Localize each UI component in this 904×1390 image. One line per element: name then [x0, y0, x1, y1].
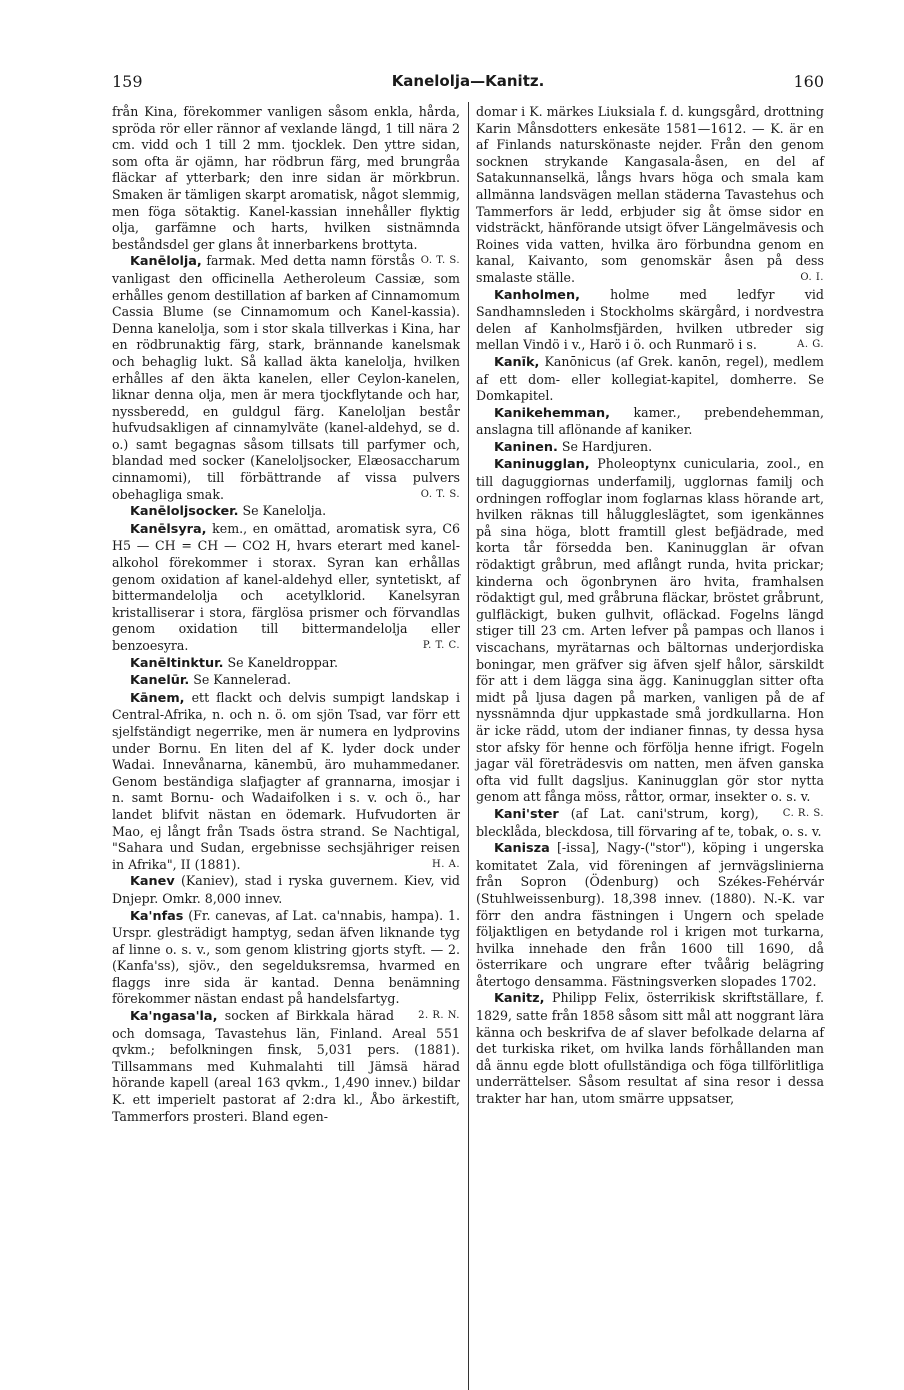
entry-text: socken af Birkkala härad och domsaga, Tavastehus län, Finland. Areal 551 qvkm.; befolkningen finsk, 5,031 pers. (1881). Tillsammans med Kuhmalahti till Jämsä härad hörande kapell (areal 163 qvkm., 1,490 innev.) bildar K. ett imperielt pastorat af 2:dra kl., Åbo ärkestift, Tammerfors prosteri. Bland egen-: [112, 1008, 460, 1124]
entry-headword: Ka'nfas: [130, 908, 184, 924]
entry-headword: Kanikehemman,: [494, 405, 610, 421]
entry-headword: Kanitz,: [494, 991, 545, 1007]
author-signature: 2. R. N.: [418, 1010, 460, 1022]
page-header: [112, 72, 824, 94]
entry-headword: Kanisza: [494, 841, 550, 857]
dictionary-entry: [112, 503, 460, 521]
dictionary-entry: [112, 690, 460, 874]
author-signature: A. G.: [797, 339, 824, 351]
dictionary-entry: [476, 840, 824, 990]
entry-headword: Kanēltinktur.: [130, 655, 224, 671]
entry-text: kamer., prebendehemman, anslagna till aflönande af kaniker.: [476, 404, 824, 438]
right-column: [476, 104, 824, 1108]
entry-text: Philipp Felix, österrikisk skriftställare, f. 1829, satte från 1858 såsom sitt mål att noggrant lära känna och beskrifva de af slaver befolkade delarna af det turkiska riket, om hvilka lands förhållanden man då ännu egde blott ofullständiga och föga tillförlitliga underrättelser. Såsom resultat af sina resor i dessa trakter har han, utom smärre uppsatser,: [476, 990, 824, 1107]
entry-headword: Kanev: [130, 874, 175, 890]
entry-headword: Kanēlsyra,: [130, 521, 207, 537]
dictionary-entry: [112, 521, 460, 655]
entry-text: från Kina, förekommer vanligen såsom enkla, hårda, spröda rör eller rännor af vexlande längd, 1 till nära 2 cm. vidd och 1 till 2 mm. tjocklek. Den yttre sidan, som ofta är ojämn, har rödbrun färg, med brungråa fläckar af ytterbark; den inre sidan är mörkbrun. Smaken är tämligen skarpt aromatisk, något slemmig, men föga sötaktig. Kanel-kassian innehåller flyktig olja, garfämne och harts, hvilken sistnämnda beståndsdel ger glans åt innerbarkens brottyta.: [112, 104, 460, 252]
dictionary-entry: [476, 287, 824, 354]
dictionary-entry: [476, 354, 824, 405]
entry-headword: Ka'ngasa'la,: [130, 1009, 218, 1025]
dictionary-entry: [476, 990, 824, 1107]
author-signature: O. T. S.: [420, 488, 460, 500]
dictionary-entry: [112, 873, 460, 907]
entry-text: Se Hardjuren.: [561, 438, 653, 454]
entry-headword: Kaninen.: [494, 439, 558, 455]
entry-text: (Kaniev), stad i ryska guvernem. Kiev, vid Dnjepr. Omkr. 8,000 innev.: [112, 873, 460, 906]
author-signature: O. T. S.: [420, 255, 460, 267]
entry-text: Se Kaneldroppar.: [227, 654, 338, 670]
entry-headword: Kanīk,: [494, 354, 540, 370]
dictionary-entry: [476, 104, 824, 287]
entry-text: Se Kanelolja.: [242, 503, 327, 519]
entry-text: ett flackt och delvis sumpigt landskap i Central-Afrika, n. och n. ö. om sjön Tsad, var förr ett sjelfständigt negerrike, men är numera en lydprovins under Bornu. En liten del af K. lyder dock under Wadai. Innevånarna, kānembū, äro muhammedaner. Genom beständiga slafjagter af grannarna, imosjar i n. samt Bornu- och Wadaifolken i s. v. och ö., har landet blifvit nästan en ödemark. Hufvudorten är Mao, ej långt från Tsads östra strand. Se Nachtigal, "Sahara und Sudan, ergebnisse sechsjähriger reisen in Afrika", II (1881).: [112, 689, 460, 872]
entry-headword: Kānem,: [130, 690, 185, 706]
page-number-left: 159: [112, 72, 143, 91]
entry-text: (af Lat. cani'strum, korg), blecklåda, bleckdosa, till förvaring af te, tobak, o. s. v.: [476, 805, 822, 839]
dictionary-entry: [112, 253, 460, 503]
entry-text: Kanōnicus (af Grek. kanōn, regel), medlem af ett dom- eller kollegiat-kapitel, domherre. Se Domkapitel.: [476, 353, 824, 404]
entry-headword: Kani'ster: [494, 806, 559, 822]
entry-text: Pholeoptynx cunicularia, zool., en till daguggiornas underfamilj, ugglornas familj och ordningen roffoglar inom foglarnas klass hörande art, hvilken räknas till håluggleslägtet, som igenkännes på sina höga, blott framtill glest befjädrade, med korta tår försedda ben. Kaninugglan är ofvan rödaktigt gråbrun, med aflångt runda, hvita prickar; kinderna och ögonbrynen äro hvita, framhalsen rödaktigt gul, med gråbruna fläckar, bröstet gråbrunt, gulfläckigt, buken gulhvit, ofläckad. Fogelns längd stiger till 23 cm. Arten lefver på pampas och llanos i viscachans, myrätarnas och bältornas underjordiska boningar, men gräfver sig äfven sjelf hålor, särskildt för att i dem lägga sina ägg. Kaninugglan sitter ofta midt på ljusa dagen på marken, vanligen på de af nyssnämnda djur uppkastade små jordkullarna. Hon är icke rädd, utom der indianer finnas, ty dessa hysa stor afsky för henne och förfölja henne ifrigt. Fogeln jagar väl företrädesvis om natten, men äfven ganska ofta vid fullt dagsljus. Kaninugglan gör stor nytta genom att fånga möss, råttor, ormar, insekter o. s. v.: [476, 456, 824, 805]
dictionary-entry: [476, 405, 824, 439]
dictionary-entry: [112, 1008, 460, 1125]
author-signature: O. I.: [800, 271, 824, 283]
entry-headword: Kanholmen,: [494, 287, 580, 303]
entry-text: Se Kannelerad.: [193, 672, 291, 688]
author-signature: P. T. C.: [422, 640, 460, 651]
entry-text: [-issa], Nagy-("stor"), köping i ungerska komitatet Zala, vid föreningen af jernvägslinierna från Sopron (Ödenburg) och Székes-Fehérvár (Stuhlweissenburg). 18,398 innev. (1880). N.-K. var förr den andra fästningen i Ungern och spelade följaktligen en betydande rol i krigen mot turkarna, hvilka innehade den från 1600 till 1690, då österrikare och ungrare efter tvåårig belägring återtogo densamma. Fästningsverken slopades 1702.: [476, 840, 824, 989]
entry-text: domar i K. märkes Liuksiala f. d. kungsgård, drottning Karin Månsdotters enkesäte 1581—1612. — K. är en af Finlands naturskönaste nejder. Från den genom socknen strykande Kangasala-åsen, en del af Satakunnanselkä, långs hvars höga och smala kam allmänna landsvägen mellan städerna Tavastehus och Tammerfors är ledd, erbjuder sig åt ömse sidor en vidsträckt, hänförande utsigt öfver Längelmävesis och Roines vida vatten, hvilka äro förbundna genom en kanal, Kaivanto, som genomskär åsen på dess smalaste ställe.: [476, 104, 825, 285]
entry-text: (Fr. canevas, af Lat. ca'nnabis, hampa). 1. Urspr. glesträdigt hamptyg, sedan äfven liknande tyg af linne o. s. v., som genom klistring gjorts styft. — 2. (Kanfa'ss), sjöv., den segelduksremsa, hvarmed en flaggs inre sida är kantad. Denna benämning förekommer nästan endast på handelsfartyg.: [112, 907, 460, 1007]
entry-text: farmak. Med detta namn förstås vanligast den officinella Aetheroleum Cassiæ, som erhålles genom destillation af barken af Cinnamomum Cassia Blume (se Cinnamomum och Kanel-kassia). Denna kanelolja, som i stor skala tillverkas i Kina, har en rödbrunaktig färg, stark, brännande kanelsmak och behaglig lukt. Så kallad äkta kanelolja, hvilken erhålles af den äkta kanelen, eller Ceylon-kanelen, liknar denna olja, men är mera tjockflytande och har, nyssberedd, en guldgul färg. Kaneloljan består hufvudsakligen af cinnamylväte (kanel-aldehyd, se d. o.) samt begagnas såsom tillsats till parfymer och, blandad med socker (Kaneloljsocker, Elæosaccharum cinnamomi), till förbättrande af vissa pulvers obehagliga smak.: [112, 253, 460, 502]
entry-text: holme med ledfyr vid Sandhamnsleden i Stockholms skärgård, i nordvestra delen af Kanholmsfjärden, hvilken utbreder sig mellan Vindö i v., Harö i ö. och Runmarö i s.: [476, 286, 824, 353]
running-title: Kanelolja—Kanitz.: [391, 72, 545, 90]
left-column: [112, 104, 460, 1125]
entry-text: kem., en omättad, aromatisk syra, C6 H5 — CH = CH — CO2 H, hvars eterart med kanel-alkohol förekommer i storax. Syran kan erhållas genom oxidation af kanel-aldehyd eller, syntetiskt, af bittermandelolja och acetylklorid. Kanelsyran kristalliserar i stora, färglösa prismer och förvandlas genom oxidation till bittermandelolja eller benzoesyra.: [112, 520, 460, 653]
dictionary-entry: [112, 672, 460, 690]
dictionary-entry: [112, 655, 460, 673]
author-signature: H. A.: [432, 858, 460, 870]
entry-headword: Kaninugglan,: [494, 457, 590, 473]
entry-headword: Kanēlolja,: [130, 254, 202, 270]
column-divider: [468, 102, 469, 1390]
entry-headword: Kanelūr.: [130, 673, 190, 689]
author-signature: C. R. S.: [782, 807, 824, 819]
page-number-right: 160: [793, 72, 824, 91]
dictionary-entry: [476, 439, 824, 457]
entry-headword: Kanēloljsocker.: [130, 504, 239, 520]
